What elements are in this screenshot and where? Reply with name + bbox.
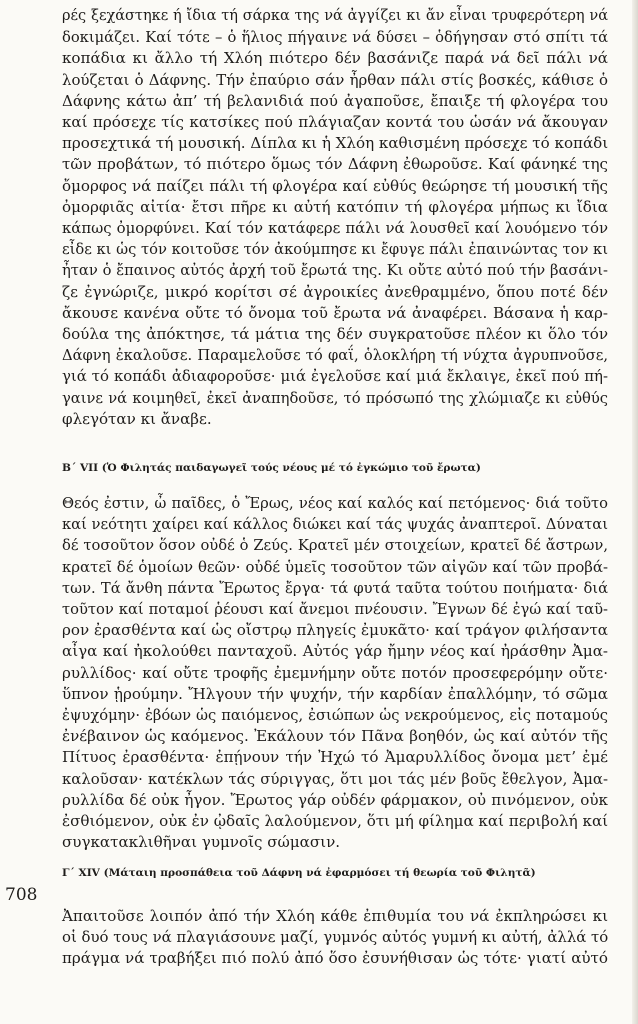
text-line: καί πρόσεχε τίς κατσίκες πού πλάγιαζαν κοντά του ὡσάν νά ἄκουγαν	[62, 113, 608, 132]
text-line: γαινε νά κοιμηθεῖ, ἐκεῖ ἀναπηδοῦσε, τό πρόσωπό της χλώμιαζε κι εὐθύς	[62, 389, 608, 407]
text-line: ἄκουσε κανένα οὔτε τό ὄνομα τοῦ ἔρωτα νά ἀναφέρει. Βάσανα ἡ καρ-	[62, 303, 608, 322]
text-line: Πίτυος ἐρασθέντα· ἐπῄνουν τήν Ἠχώ τό Ἀμαρυλλίδος ὄνομα μετ’ ἐμέ	[62, 748, 608, 767]
text-line: ρυλλίδα δέ οὐκ ἦγον. Ἔρωτος γάρ οὐδέν φάρμακον, οὐ πινόμενον, οὐκ	[62, 790, 608, 809]
text-line: των. Τά ἄνθη πάντα Ἔρωτος ἔργα· τά φυτά ταῦτα τούτου ποιήματα· διά	[62, 579, 608, 597]
text-line: εἶδε κι ὡς τόν κοιτοῦσε τόν ἀκούμπησε κι ἔφυγε πάλι ἐπαινώντας τον κι	[62, 241, 608, 259]
text-line: πράγμα νά τραβήξει πιό πολύ ἀπό ὅσο ἐσυνήθισαν ὡς τότε· γιατί αὐτό	[62, 949, 608, 968]
text-line: λούζεται ὁ Δάφνης. Τήν ἐπαύριο σάν ἦρθαν πάλι στίς βοσκές, κάθισε ὁ	[62, 70, 608, 89]
text-line: γιά τό κοπάδι ἀδιαφοροῦσε· μιά ἐγελοῦσε καί μιά ἔκλαιγε, ἐκεῖ πού πή-	[62, 367, 608, 386]
text-line: ὀμορφιᾶς αἰτία· ἔτσι πῆρε κι αὐτή κατόπιν τή φλογέρα μήπως κι ἴδια	[62, 197, 608, 216]
text-line: συγκατακλιθῆναι γυμνοῖς σώμασιν.	[62, 833, 341, 852]
text-line: Ἀπαιτοῦσε λοιπόν ἀπό τήν Χλόη κάθε ἐπιθυμία του νά ἐκπληρώσει κι	[62, 907, 608, 925]
paragraph-1	[62, 6, 608, 430]
text-line: αἶγα καί ἠκολούθει πανταχοῦ. Αὐτός γάρ ἤμην νέος καί ἠράσθην Ἀμα-	[62, 642, 608, 661]
text-line: δέ τοσοῦτον ὅσον οὐδέ ὁ Ζεύς. Κρατεῖ μέν στοιχείων, κρατεῖ δέ ἄστρων,	[62, 537, 608, 555]
text-line: φλεγόταν κι ἄναβε.	[62, 409, 212, 428]
text-line: δοκιμάζει. Καί τότε – ὁ ἥλιος πήγαινε νά δύσει – ὁδήγησαν στό σπίτι τά	[62, 29, 608, 47]
text-line: ὕπνον ᾑρούμην. Ἤλγουν τήν ψυχήν, τήν καρδίαν ἐπαλλόμην, τό σῶμα	[62, 684, 608, 703]
text-line: ζε ἐγνώριζε, μικρό κορίτσι σέ ἀγροικίες ἀνεθραμμένο, ὅπου ποτέ δέν	[62, 282, 608, 301]
text-line: ρον ἐρασθέντα καί ὡς οἴστρῳ πληγείς ἐμυκᾶτο· καί τράγον φιλήσαντα	[62, 621, 608, 640]
text-line: κάπως ὀμορφύνει. Καί τόν κατάφερε πάλι νά λουσθεῖ καί λουόμενο τόν	[62, 219, 608, 238]
text-line: ἐψυχόμην· ἐβόων ὡς παιόμενος, ἐσιώπων ὡς νεκρούμενος, εἰς ποταμούς	[62, 707, 608, 725]
text-line: ρές ξεχάστηκε ή ἴδια τή σάρκα της νά ἀγγίζει κι ἄν εἶναι τρυφερότερη νά	[62, 8, 608, 24]
text-line: τοῦτον καί ποταμοί ῥέουσι καί ἄνεμοι πνέουσιν. Ἔγνων δέ ἐγώ καί ταῦ-	[62, 601, 608, 619]
text-line: κρατεῖ δέ ὁμοίων θεῶν· οὐδέ ὑμεῖς τοσοῦτον τῶν αἰγῶν καί τῶν προβά-	[62, 557, 608, 576]
section-heading-g-xiv: Γ΄ XIV (Μάταιη προσπάθεια τοῦ Δάφνη νά ἐφαρμόσει τή θεωρία τοῦ Φιλητᾶ)	[62, 867, 536, 879]
text-line: ὄμορφος νά παίζει πάλι τή φλογέρα καί εὐθύς θεώρησε τή μουσική τῆς	[62, 176, 608, 195]
text-line: ἦταν ὁ ἔπαινος αὐτός ἀρχή τοῦ ἔρωτά της. Κι οὔτε αὐτό πού τήν βασάνι-	[62, 262, 608, 280]
page-number: 708	[5, 885, 38, 905]
text-line: καί νεότητι χαίρει καί κάλλος διώκει καί τάς ψυχάς ἀναπτεροῖ. Δύναται	[62, 516, 608, 534]
text-line: κοπάδια κι ἄλλο τή Χλόη πιότερο δέν βασάνιζε παρά νά δεῖ πάλι νά	[62, 49, 608, 68]
text-line: ρυλλίδος· καί οὔτε τροφῆς ἐμεμνήμην οὔτε ποτόν προσεφερόμην οὔτε·	[62, 663, 608, 682]
text-line: Δάφνη ἐκαλοῦσε. Παραμελοῦσε τό φαΐ, ὁλοκλήρη τή νύχτα ἀγρυπνοῦσε,	[62, 347, 608, 365]
section-heading-b-vii: Β΄ VII (Ὁ Φιλητάς παιδαγωγεῖ τούς νέους μέ τό ἐγκώμιο τοῦ ἔρωτα)	[62, 462, 481, 474]
page-edge-shadow	[632, 0, 638, 1024]
text-line: Θεός ἐστιν, ὦ παῖδες, ὁ Ἔρως, νέος καί καλός καί πετόμενος· διά τοῦτο	[62, 495, 608, 512]
paragraph-2	[62, 493, 608, 853]
text-line: προσεχτικά τή μουσική. Δίπλα κι ἡ Χλόη καθισμένη πρόσεχε τό κοπάδι	[62, 134, 609, 153]
text-line: ἐνέβαινον ὡς καόμενος. Ἐκάλουν τόν Πᾶνα βοηθόν, ὡς καί αὐτόν τῆς	[62, 727, 608, 746]
text-line: τῶν προβάτων, τό πιότερο ὅμως τόν Δάφνη ἐθωροῦσε. Καί φάνηκέ της	[62, 155, 608, 174]
paragraph-3	[62, 906, 608, 970]
text-line: οἱ δυό τους νά πλαγιάσουνε μαζί, γυμνός αὐτός γυμνή κι αὐτή, ἀλλά τό	[62, 928, 609, 947]
text-line: καλοῦσαν· κατέκλων τάς σύριγγας, ὅτι μοι τάς μέν βοῦς ἔθελγον, Ἀμα-	[62, 769, 608, 788]
text-line: δούλα της ἀπόκτησε, τά μάτια της δέν συγκρατοῦσε πλέον κι ὅλο τόν	[62, 325, 608, 344]
text-line: Δάφνης κάτω ἀπ’ τή βελανιδιά πού ἀγαποῦσε, ἔπαιξε τή φλογέρα του	[62, 91, 608, 110]
text-line: ἐσθιόμενον, οὐκ ἐν ᾠδαῖς λαλούμενον, ὅτι μή φίλημα καί περιβολή καί	[62, 812, 609, 831]
